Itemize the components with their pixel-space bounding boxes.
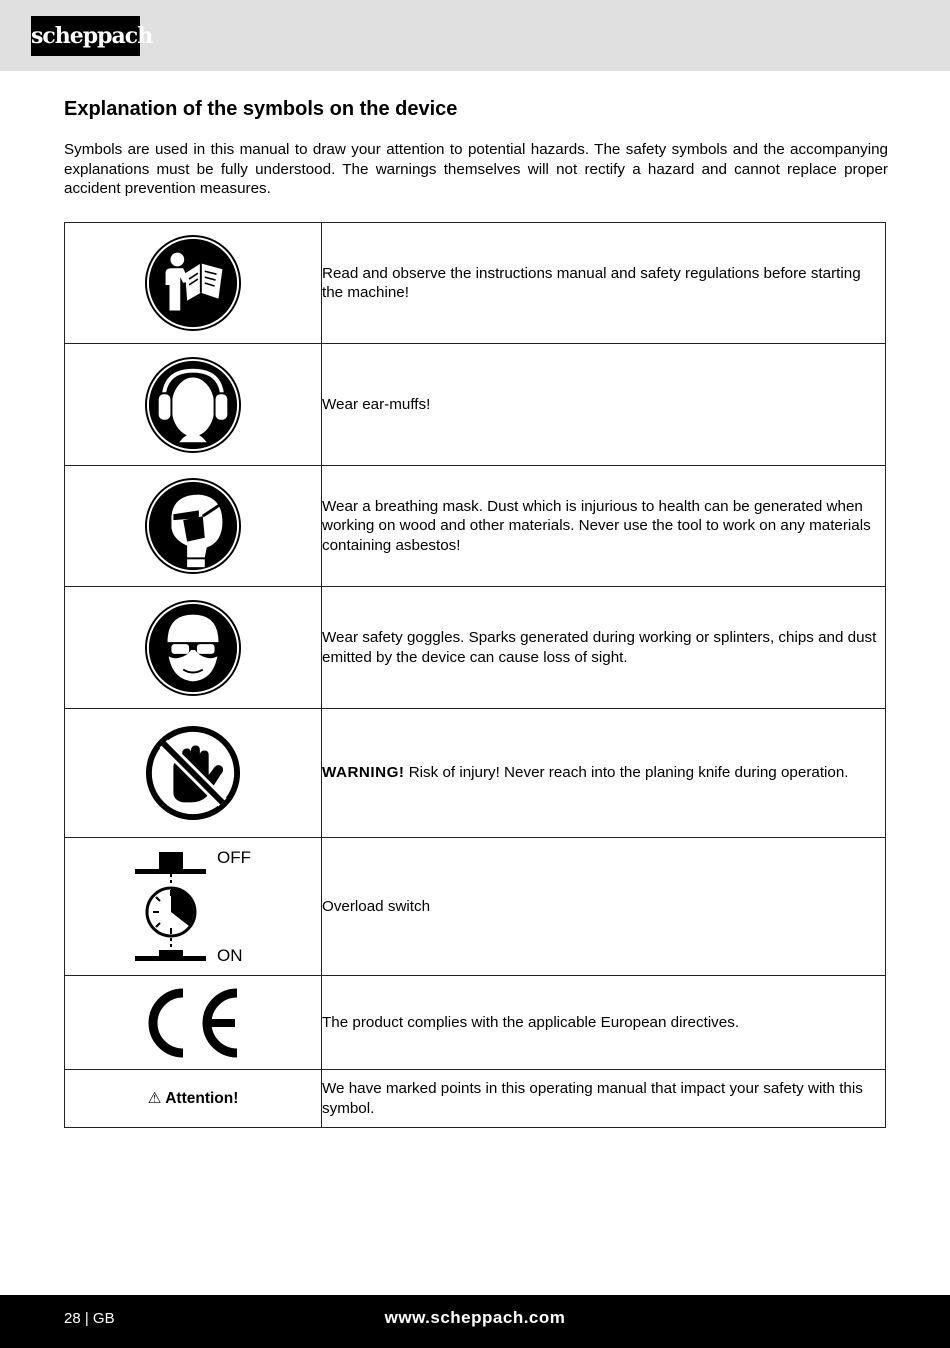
- warning-word: WARNING!: [322, 764, 405, 782]
- off-label: OFF: [217, 848, 251, 867]
- description-cell: Wear a breathing mask. Dust which is injurious to health can be generated when working on wood and other materials. Never use the tool to work on any materials containing asbestos!: [322, 466, 886, 587]
- warning-text: Risk of injury! Never reach into the planing knife during operation.: [404, 764, 849, 782]
- footer-url[interactable]: www.scheppach.com: [384, 1308, 566, 1327]
- table-row: [65, 1070, 886, 1128]
- overload-switch-symbol: [65, 838, 321, 975]
- symbol-cell: [65, 838, 322, 976]
- description-cell: Read and observe the instructions manual and safety regulations before starting the machine!: [322, 223, 886, 344]
- symbol-cell: [65, 223, 322, 344]
- description-cell: We have marked points in this operating manual that impact your safety with this symbol.: [322, 1070, 886, 1128]
- scheppach-logo: [31, 16, 153, 56]
- description-cell: [322, 709, 886, 838]
- overload-switch-icon: [65, 838, 321, 975]
- table-row: [65, 466, 886, 587]
- table-row: [65, 838, 886, 976]
- table-row: [65, 587, 886, 709]
- attention-label: ⚠ Attention!: [147, 1090, 239, 1107]
- symbol-cell: [65, 587, 322, 709]
- symbols-table: [64, 222, 886, 1128]
- description-cell: Wear safety goggles. Sparks generated during working or splinters, chips and dust emitted by the device can cause loss of sight.: [322, 587, 886, 709]
- safety-goggles-icon: [144, 599, 242, 697]
- description-cell: Wear ear-muffs!: [322, 344, 886, 466]
- footer: [0, 1295, 950, 1348]
- symbol-cell: [65, 976, 322, 1070]
- no-hand-icon: [144, 724, 242, 822]
- table-row: [65, 344, 886, 466]
- ear-muffs-icon: [144, 356, 242, 454]
- table-row: [65, 709, 886, 838]
- on-label: ON: [217, 946, 243, 965]
- table-row: [65, 223, 886, 344]
- symbol-cell: [65, 344, 322, 466]
- breathing-mask-icon: [144, 477, 242, 575]
- logo-text: scheppach: [31, 23, 153, 49]
- symbol-cell: [65, 1070, 322, 1128]
- description-cell: Overload switch: [322, 838, 886, 976]
- symbol-cell: [65, 466, 322, 587]
- read-manual-icon: [144, 234, 242, 332]
- ce-mark-icon: [143, 987, 243, 1059]
- intro-paragraph: Symbols are used in this manual to draw your attention to potential hazards. The safety symbols and the accompanying explanations must be fully understood. The warnings themselves will not rectify a hazard and cannot replace proper accident prevention measures.: [64, 141, 888, 197]
- symbol-cell: [65, 709, 322, 838]
- page-title: Explanation of the symbols on the device: [64, 98, 458, 120]
- page-number: 28 | GB: [64, 1310, 115, 1327]
- header-band: [0, 0, 950, 71]
- description-cell: The product complies with the applicable European directives.: [322, 976, 886, 1070]
- table-row: [65, 976, 886, 1070]
